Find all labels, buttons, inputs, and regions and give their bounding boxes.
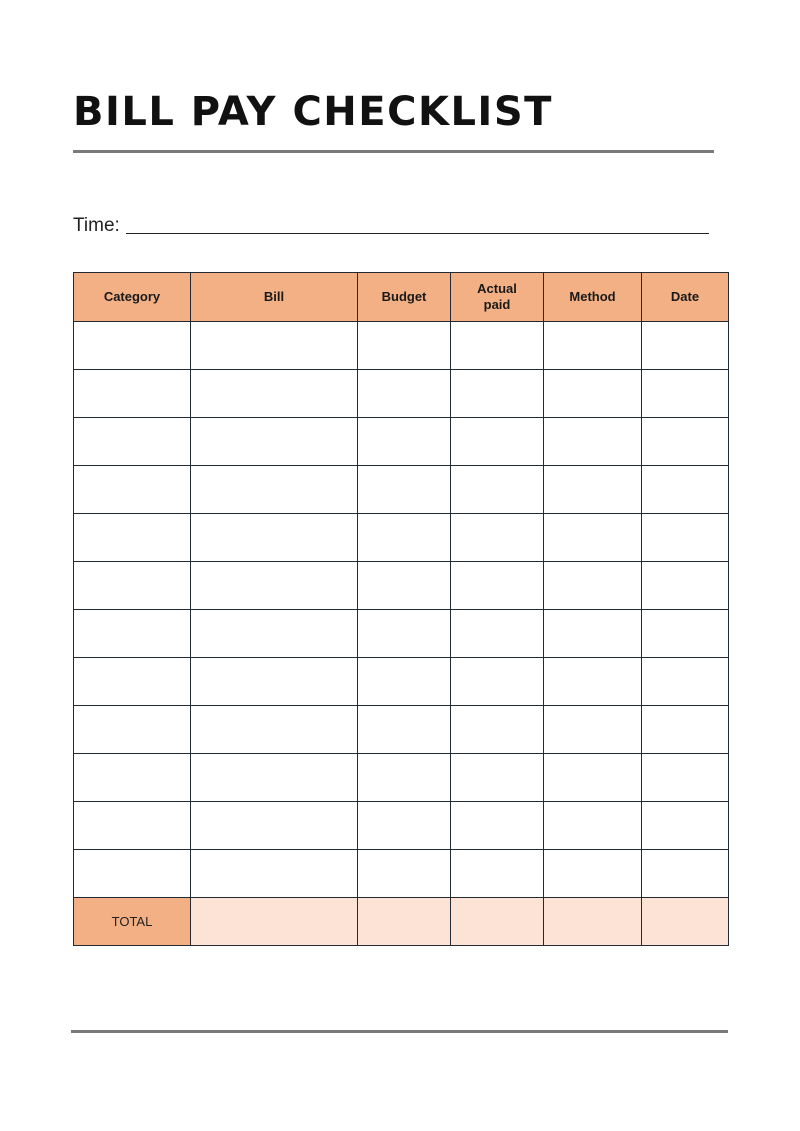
column-header-budget: Budget [358, 273, 451, 322]
cell-method[interactable] [544, 754, 642, 802]
table-row [74, 370, 729, 418]
table-row [74, 562, 729, 610]
cell-actual-paid[interactable] [451, 658, 544, 706]
cell-bill[interactable] [191, 322, 358, 370]
cell-method[interactable] [544, 658, 642, 706]
cell-budget[interactable] [358, 802, 451, 850]
total-cell-budget[interactable] [358, 898, 451, 946]
cell-actual-paid[interactable] [451, 466, 544, 514]
cell-method[interactable] [544, 850, 642, 898]
table-row [74, 850, 729, 898]
column-header-bill: Bill [191, 273, 358, 322]
total-row [74, 898, 729, 946]
cell-bill[interactable] [191, 466, 358, 514]
bottom-divider [71, 1030, 728, 1033]
cell-actual-paid[interactable] [451, 370, 544, 418]
cell-bill[interactable] [191, 850, 358, 898]
table-row [74, 466, 729, 514]
cell-method[interactable] [544, 322, 642, 370]
table-body [74, 322, 729, 898]
table-row [74, 514, 729, 562]
cell-budget[interactable] [358, 658, 451, 706]
cell-date[interactable] [642, 514, 729, 562]
cell-actual-paid[interactable] [451, 418, 544, 466]
cell-date[interactable] [642, 850, 729, 898]
cell-date[interactable] [642, 370, 729, 418]
cell-bill[interactable] [191, 706, 358, 754]
page-title: BILL PAY CHECKLIST [73, 89, 553, 135]
bill-table [73, 272, 729, 946]
table-footer [74, 898, 729, 946]
time-field [73, 212, 709, 238]
total-cell-actual-paid[interactable] [451, 898, 544, 946]
table-row [74, 658, 729, 706]
cell-method[interactable] [544, 370, 642, 418]
cell-budget[interactable] [358, 514, 451, 562]
total-cell-date[interactable] [642, 898, 729, 946]
cell-bill[interactable] [191, 562, 358, 610]
cell-actual-paid[interactable] [451, 706, 544, 754]
cell-date[interactable] [642, 706, 729, 754]
cell-date[interactable] [642, 466, 729, 514]
cell-date[interactable] [642, 418, 729, 466]
cell-date[interactable] [642, 754, 729, 802]
cell-date[interactable] [642, 562, 729, 610]
table-row [74, 610, 729, 658]
table-row [74, 754, 729, 802]
cell-category[interactable] [74, 562, 191, 610]
cell-category[interactable] [74, 802, 191, 850]
cell-bill[interactable] [191, 610, 358, 658]
cell-method[interactable] [544, 562, 642, 610]
total-cell-method[interactable] [544, 898, 642, 946]
cell-category[interactable] [74, 658, 191, 706]
cell-budget[interactable] [358, 754, 451, 802]
cell-actual-paid[interactable] [451, 514, 544, 562]
cell-actual-paid[interactable] [451, 610, 544, 658]
total-label: TOTAL [74, 898, 191, 946]
cell-actual-paid[interactable] [451, 802, 544, 850]
cell-bill[interactable] [191, 370, 358, 418]
cell-budget[interactable] [358, 370, 451, 418]
cell-category[interactable] [74, 418, 191, 466]
cell-budget[interactable] [358, 418, 451, 466]
cell-method[interactable] [544, 610, 642, 658]
cell-method[interactable] [544, 466, 642, 514]
cell-budget[interactable] [358, 466, 451, 514]
table-row [74, 418, 729, 466]
cell-budget[interactable] [358, 706, 451, 754]
column-header-date: Date [642, 273, 729, 322]
cell-actual-paid[interactable] [451, 850, 544, 898]
cell-actual-paid[interactable] [451, 322, 544, 370]
table-row [74, 706, 729, 754]
cell-method[interactable] [544, 418, 642, 466]
column-header-actual-paid: Actual paid [451, 273, 544, 322]
title-divider [73, 150, 714, 153]
cell-method[interactable] [544, 514, 642, 562]
time-label: Time: [73, 215, 120, 236]
cell-budget[interactable] [358, 850, 451, 898]
table-header [74, 273, 729, 322]
cell-budget[interactable] [358, 322, 451, 370]
cell-method[interactable] [544, 802, 642, 850]
cell-date[interactable] [642, 322, 729, 370]
header-row [74, 273, 729, 322]
cell-date[interactable] [642, 610, 729, 658]
cell-actual-paid[interactable] [451, 754, 544, 802]
cell-budget[interactable] [358, 610, 451, 658]
cell-category[interactable] [74, 370, 191, 418]
cell-category[interactable] [74, 466, 191, 514]
cell-method[interactable] [544, 706, 642, 754]
cell-bill[interactable] [191, 802, 358, 850]
cell-bill[interactable] [191, 514, 358, 562]
cell-category[interactable] [74, 706, 191, 754]
cell-bill[interactable] [191, 418, 358, 466]
cell-bill[interactable] [191, 754, 358, 802]
cell-bill[interactable] [191, 658, 358, 706]
cell-category[interactable] [74, 850, 191, 898]
table-row [74, 802, 729, 850]
time-input-line[interactable] [126, 232, 709, 234]
cell-actual-paid[interactable] [451, 562, 544, 610]
cell-date[interactable] [642, 658, 729, 706]
column-header-category: Category [74, 273, 191, 322]
total-cell-bill[interactable] [191, 898, 358, 946]
cell-category[interactable] [74, 610, 191, 658]
cell-budget[interactable] [358, 562, 451, 610]
cell-category[interactable] [74, 514, 191, 562]
cell-category[interactable] [74, 754, 191, 802]
table-row [74, 322, 729, 370]
cell-date[interactable] [642, 802, 729, 850]
cell-category[interactable] [74, 322, 191, 370]
column-header-method: Method [544, 273, 642, 322]
